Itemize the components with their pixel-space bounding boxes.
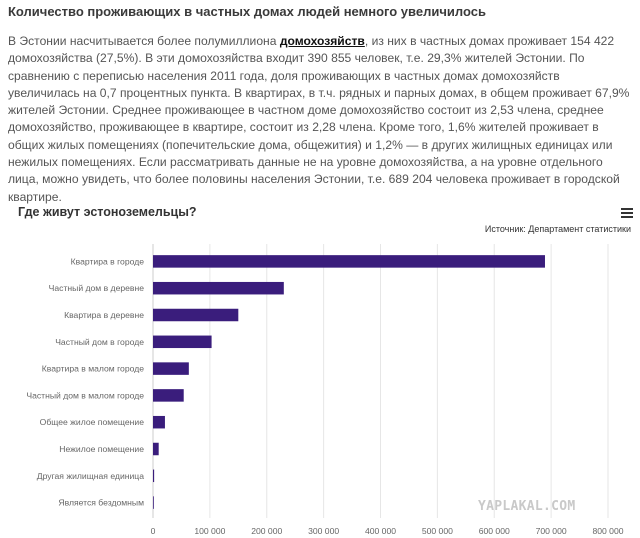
chart-source: Источник: Департамент статистики (484, 224, 631, 234)
bar (153, 470, 154, 483)
bar (153, 496, 154, 509)
households-link[interactable]: домохозяйств (279, 34, 365, 48)
bar (153, 336, 212, 349)
x-tick-label: 300 000 (308, 526, 340, 536)
article-heading: Количество проживающих в частных домах людей немного увеличилось (8, 4, 486, 19)
menu-line (621, 208, 633, 210)
watermark: YAPLAKAL.COM (478, 499, 576, 514)
article-text-before-link: В Эстонии насчитывается более полумиллиона (8, 34, 280, 48)
x-tick-label: 400 000 (364, 526, 397, 536)
menu-line (621, 216, 633, 218)
bar (153, 309, 238, 322)
x-tick-label: 600 000 (478, 526, 510, 536)
bar (153, 416, 165, 429)
x-tick-label: 200 000 (251, 526, 283, 536)
x-tick-label: 100 000 (194, 526, 226, 536)
category-label: Общее жилое помещение (39, 417, 144, 428)
category-label: Частный дом в деревне (48, 283, 144, 294)
menu-line (621, 212, 633, 214)
article-text-after-link: , из них в частных домах проживает 154 422 домохозяйства (27,5%). В эти домохозяйства входит 390 855 человек, т.е. 29,3% жителей Эстонии. По сравнению с переписью населения 2011 года, доля проживающих в частных домах домохозяйств увеличилась на 0,7 процентных пункта. В квартирах, в т.ч. рядных и парных домах, в общем проживает 67,9% жителей Эстонии. Среднее проживающее в частном доме домохозяйство состоит из 2,53 члена, среднее домохозяйство, проживающее в квартире, состоит из 2,28 члена. Кроме того, 1,6% жителей проживает в общих жилых помещениях (попечительские дома, общежития) и 1,2% — в других жилищных единицах или нежилых помещениях. Если рассматривать данные не на уровне домохозяйства, а на уровне отдельного лица, можно увидеть, что более половины населения Эстонии, т.е. 689 204 человека проживает в городской квартире. (8, 34, 630, 204)
x-tick-label: 500 000 (421, 526, 453, 536)
bar (153, 362, 189, 375)
bar (153, 255, 545, 268)
category-label: Квартира в малом городе (41, 363, 144, 374)
category-label: Является бездомным (58, 497, 144, 508)
category-label: Квартира в городе (70, 256, 144, 267)
hamburger-menu-icon[interactable] (621, 208, 633, 218)
category-label: Частный дом в городе (55, 336, 144, 347)
x-tick-label: 0 (150, 526, 156, 536)
category-label: Квартира в деревне (64, 310, 144, 320)
x-tick-label: 700 000 (535, 526, 567, 536)
bar-chart (0, 240, 640, 538)
bar (153, 389, 184, 402)
category-label: Нежилое помещение (59, 444, 144, 454)
bar (153, 443, 159, 456)
bar (153, 282, 284, 295)
chart-title: Где живут эстоноземельцы? (18, 205, 197, 219)
category-label: Другая жилищная единица (36, 470, 144, 481)
x-tick-label: 800 000 (592, 526, 624, 536)
article-body (8, 33, 634, 206)
category-label: Частный дом в малом городе (26, 390, 144, 401)
